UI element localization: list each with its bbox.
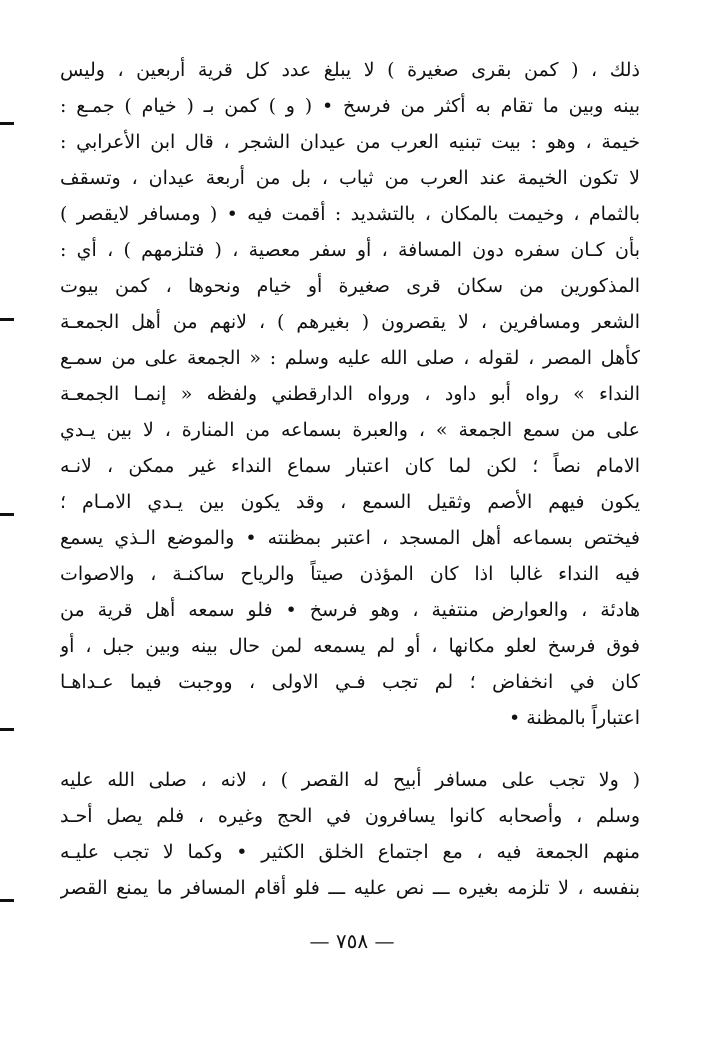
text-line: لا تكون الخيمة عند العرب من ثياب ، بل من أربعة عيدان ، وتسقف: [60, 167, 640, 189]
text-line: كان في انخفاض ؛ لم تجب فـي الاولى ، ووجبت فيما عـداهـا: [60, 671, 640, 693]
text-line: فوق فرسخ لعلو مكانها ، أو لم يسمعه لمن حال بينه وبين جبل ، أو: [60, 635, 640, 657]
text-line: فيختص بسماعه أهل المسجد ، اعتبر بمظنته • والموضع الـذي يسمع: [60, 527, 640, 549]
margin-mark: [0, 122, 14, 125]
text-line: فيه النداء غالبا اذا كان المؤذن صيتاً والرياح ساكنـة ، والاصوات: [60, 563, 640, 585]
text-line: يكون فيهم الأصم وثقيل السمع ، وقد يكون بين يـدي الامـام ؛: [60, 491, 640, 513]
margin-mark: [0, 513, 14, 516]
text-line: الامام نصاً ؛ لكن لما كان اعتبار سماع النداء غير ممكن ، لانـه: [60, 455, 640, 477]
text-line: بينه وبين ما تقام به أكثر من فرسخ • ( و ) كمن بـ ( خيام ) جمـع :: [60, 95, 640, 117]
text-line: بالثمام ، وخيمت بالمكان ، بالتشديد : أقمت فيه • ( ومسافر لايقصر ): [60, 203, 640, 225]
text-line: كأهل المصر ، لقوله ، صلى الله عليه وسلم : « الجمعة على من سمـع: [60, 347, 640, 369]
text-line: وسلم ، وأصحابه كانوا يسافرون في الحج وغيره ، فلم يصل أحـد: [60, 805, 640, 827]
text-line: ذلك ، ( كمن بقرى صغيرة ) لا يبلغ عدد كل قرية أربعين ، وليس: [60, 59, 640, 81]
text-line: المذكورين من سكان قرى صغيرة أو خيام ونحوها ، كمن بيوت: [60, 275, 640, 297]
text-line: النداء » رواه أبو داود ، ورواه الدارقطني ولفظه « إنمـا الجمعـة: [60, 383, 640, 405]
margin-mark: [0, 318, 14, 321]
text-line: بنفسه ، لا تلزمه بغيره ـــ نص عليه ـــ فلو أقام المسافر ما يمنع القصر: [60, 877, 640, 899]
text-line: اعتباراً بالمظنة •: [509, 707, 640, 729]
margin-mark: [0, 728, 14, 731]
text-line: بأن كـان سفره دون المسافة ، أو سفر معصية ، ( فتلزمهم ) ، أي :: [60, 239, 640, 261]
text-line: ( ولا تجب على مسافر أبيح له القصر ) ، لانه ، صلى الله عليه: [60, 769, 640, 791]
text-line: الشعر ومسافرين ، لا يقصرون ( بغيرهم ) ، لانهم من أهل الجمعـة: [60, 311, 640, 333]
text-line: على من سمع الجمعة » ، والعبرة بسماعه من المنارة ، لا بين يـدي: [60, 419, 640, 441]
text-line: هادئة ، والعوارض منتفية ، وهو فرسخ • فلو سمعه أهل قرية من: [60, 599, 640, 621]
page-number: — ٧٥٨ —: [309, 929, 395, 953]
text-line: منهم الجمعة فيه ، مع اجتماع الخلق الكثير • وكما لا تجب عليـه: [60, 841, 640, 863]
margin-mark: [0, 899, 14, 902]
text-line: خيمة ، وهو : بيت تبنيه العرب من عيدان الشجر ، قال ابن الأعرابي :: [60, 131, 640, 153]
